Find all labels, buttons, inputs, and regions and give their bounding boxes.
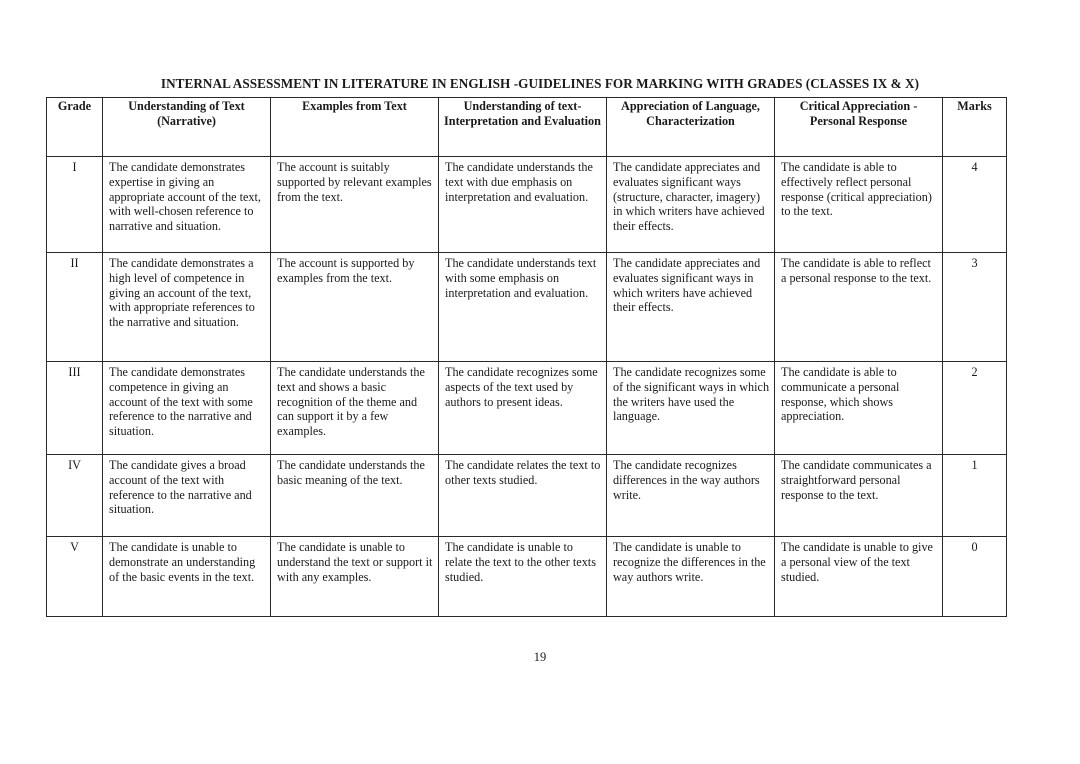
document-title: INTERNAL ASSESSMENT IN LITERATURE IN ENGLISH -GUIDELINES FOR MARKING WITH GRADES (CLASSES IX & X) — [160, 76, 920, 91]
header-marks: Marks — [943, 98, 1007, 157]
header-critical-appreciation: Critical Appreciation - Personal Response — [775, 98, 943, 157]
header-grade: Grade — [47, 98, 103, 157]
header-interpretation: Understanding of text- Interpretation and Evaluation — [439, 98, 607, 157]
cell-examples: The candidate understands the text and shows a basic recognition of the theme and can support it by a few examples. — [271, 362, 439, 455]
cell-marks: 3 — [943, 253, 1007, 362]
table-row — [47, 253, 1007, 362]
cell-language: The candidate appreciates and evaluates significant ways (structure, character, imagery) in which writers have achieved their effects. — [607, 157, 775, 253]
table-row — [47, 157, 1007, 253]
table-row — [47, 455, 1007, 537]
cell-interpretation: The candidate recognizes some aspects of the text used by authors to present ideas. — [439, 362, 607, 455]
cell-language: The candidate is unable to recognize the differences in the way authors write. — [607, 537, 775, 617]
header-understanding-narrative: Understanding of Text (Narrative) — [103, 98, 271, 157]
cell-narrative: The candidate demonstrates competence in giving an account of the text with some reference to the narrative and situation. — [103, 362, 271, 455]
grading-table — [46, 97, 1007, 617]
cell-grade: V — [47, 537, 103, 617]
cell-grade: II — [47, 253, 103, 362]
cell-language: The candidate appreciates and evaluates significant ways in which writers have achieved their effects. — [607, 253, 775, 362]
header-language: Appreciation of Language, Characterization — [607, 98, 775, 157]
cell-marks: 1 — [943, 455, 1007, 537]
cell-language: The candidate recognizes some of the significant ways in which the writers have used the language. — [607, 362, 775, 455]
cell-response: The candidate is able to effectively reflect personal response (critical appreciation) to the text. — [775, 157, 943, 253]
cell-examples: The candidate understands the basic meaning of the text. — [271, 455, 439, 537]
cell-grade: IV — [47, 455, 103, 537]
cell-interpretation: The candidate understands text with some emphasis on interpretation and evaluation. — [439, 253, 607, 362]
cell-interpretation: The candidate is unable to relate the text to the other texts studied. — [439, 537, 607, 617]
cell-marks: 2 — [943, 362, 1007, 455]
cell-interpretation: The candidate relates the text to other texts studied. — [439, 455, 607, 537]
cell-narrative: The candidate demonstrates a high level of competence in giving an account of the text, with appropriate references to the narrative and situation. — [103, 253, 271, 362]
cell-examples: The account is supported by examples from the text. — [271, 253, 439, 362]
cell-narrative: The candidate gives a broad account of the text with reference to the narrative and situation. — [103, 455, 271, 537]
header-examples: Examples from Text — [271, 98, 439, 157]
table-header-row — [47, 98, 1007, 157]
cell-grade: I — [47, 157, 103, 253]
cell-examples: The account is suitably supported by relevant examples from the text. — [271, 157, 439, 253]
cell-response: The candidate communicates a straightforward personal response to the text. — [775, 455, 943, 537]
cell-marks: 4 — [943, 157, 1007, 253]
cell-response: The candidate is able to reflect a personal response to the text. — [775, 253, 943, 362]
cell-narrative: The candidate is unable to demonstrate an understanding of the basic events in the text. — [103, 537, 271, 617]
cell-grade: III — [47, 362, 103, 455]
cell-language: The candidate recognizes differences in the way authors write. — [607, 455, 775, 537]
table-row — [47, 362, 1007, 455]
cell-response: The candidate is able to communicate a personal response, which shows appreciation. — [775, 362, 943, 455]
page-number: 19 — [533, 650, 547, 664]
cell-response: The candidate is unable to give a personal view of the text studied. — [775, 537, 943, 617]
cell-marks: 0 — [943, 537, 1007, 617]
cell-examples: The candidate is unable to understand the text or support it with any examples. — [271, 537, 439, 617]
cell-interpretation: The candidate understands the text with due emphasis on interpretation and evaluation. — [439, 157, 607, 253]
table-row — [47, 537, 1007, 617]
cell-narrative: The candidate demonstrates expertise in giving an appropriate account of the text, with well-chosen reference to narrative and situation. — [103, 157, 271, 253]
